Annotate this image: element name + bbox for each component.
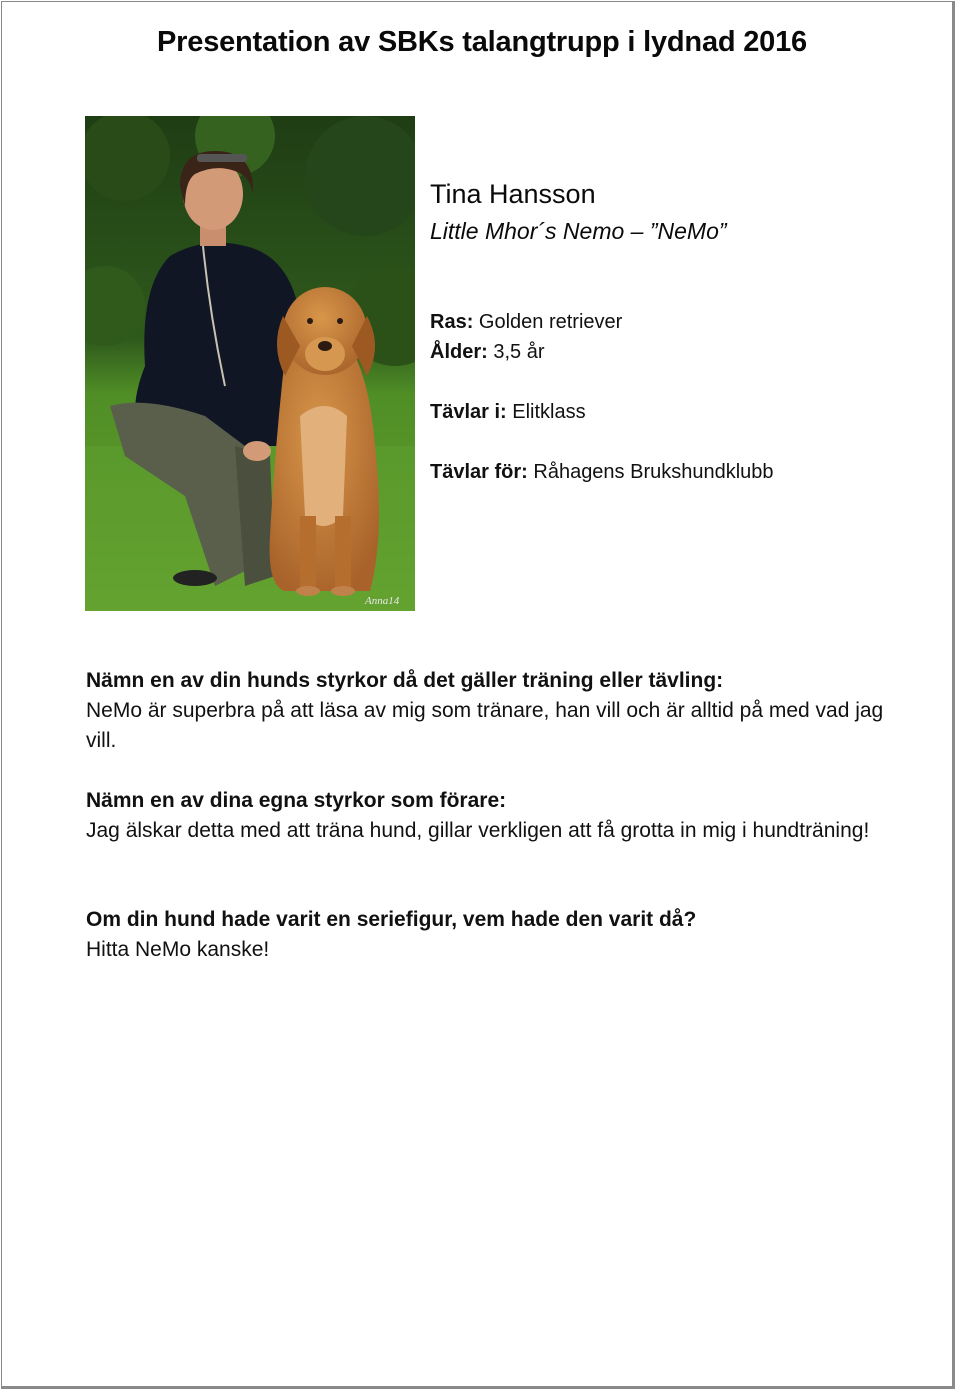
fact-class — [430, 401, 586, 424]
photo-illustration — [85, 116, 415, 611]
document-page — [1, 1, 955, 1389]
fact-age-value: 3,5 år — [493, 341, 545, 363]
qa-cartoon-character — [86, 905, 886, 965]
question: Nämn en av din hunds styrkor då det gäller träning eller tävling: — [86, 669, 724, 692]
fact-club-label: Tävlar för: — [430, 461, 528, 483]
fact-age — [430, 341, 545, 364]
answer: NeMo är superbra på att läsa av mig som tränare, han vill och är alltid på med vad jag vill. — [86, 699, 884, 752]
fact-breed-label: Ras: — [430, 311, 474, 333]
qa-handler-strength — [86, 786, 886, 846]
fact-class-value: Elitklass — [512, 401, 586, 423]
page-title: Presentation av SBKs talangtrupp i lydnad 2016 — [157, 26, 807, 58]
dog-name: Little Mhor´s Nemo – ”NeMo” — [430, 218, 727, 244]
fact-age-label: Ålder: — [430, 341, 488, 363]
question: Nämn en av dina egna styrkor som förare: — [86, 789, 507, 812]
answer: Hitta NeMo kanske! — [86, 938, 270, 961]
question: Om din hund hade varit en seriefigur, vem hade den varit då? — [86, 908, 697, 931]
fact-breed-value: Golden retriever — [478, 311, 623, 333]
answer: Jag älskar detta med att träna hund, gillar verkligen att få grotta in mig i hundträning! — [86, 819, 870, 842]
fact-class-label: Tävlar i: — [430, 401, 507, 423]
handler-name: Tina Hansson — [430, 179, 596, 209]
fact-club — [430, 461, 774, 484]
photo-handler-with-dog — [85, 116, 415, 611]
qa-dog-strength — [86, 666, 886, 756]
photo-signature: Anna14 — [365, 595, 400, 607]
fact-breed — [430, 311, 622, 334]
fact-club-value: Råhagens Brukshundklubb — [533, 461, 774, 483]
